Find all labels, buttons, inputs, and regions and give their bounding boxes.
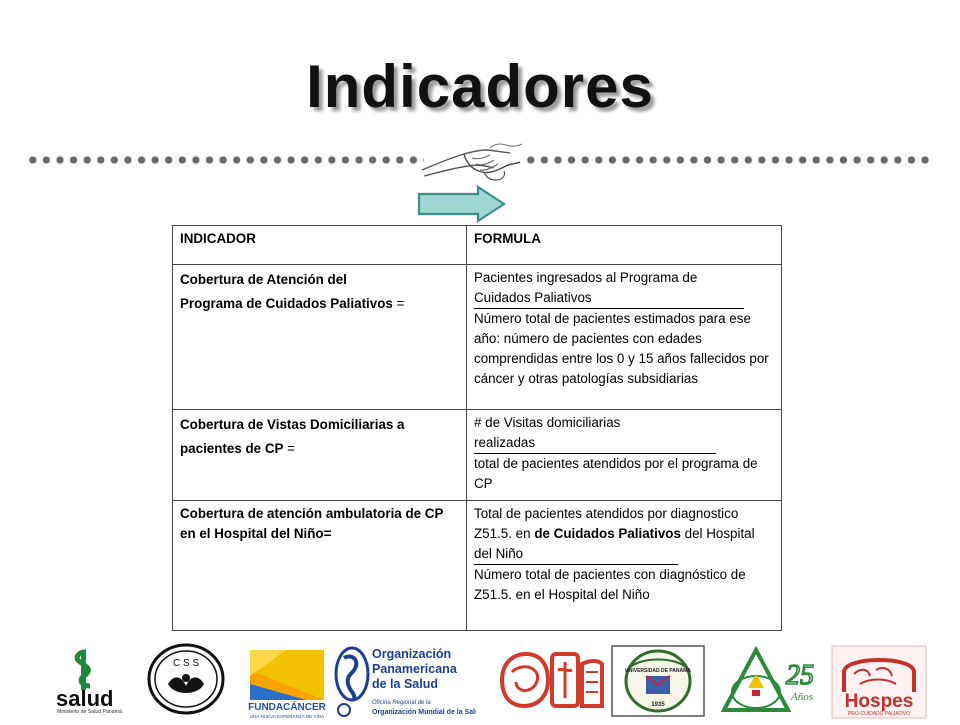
slide-title: Indicadores <box>306 53 654 120</box>
formula-cell <box>467 265 782 410</box>
svg-text:Ministerio de Salud Panamá: Ministerio de Salud Panamá <box>57 709 122 714</box>
css-logo <box>146 642 226 721</box>
css-emblem-icon <box>146 642 226 716</box>
fundacancer-sun-icon <box>246 648 328 720</box>
right-arrow-icon <box>416 185 508 223</box>
fundacancer-logo <box>246 648 328 725</box>
anniversary-25-logo <box>718 644 822 725</box>
svg-text:Oficina Regional de la: Oficina Regional de la <box>372 700 431 706</box>
formula-denominator: Número total de pacientes estimados para ese año: número de pacientes con edades comprendidas entre los 0 y 15 años fallecidos por cáncer y otras patologías subsidiarias <box>474 311 769 386</box>
salud-logo <box>52 648 144 719</box>
table-row <box>173 501 782 631</box>
salud-snake-icon <box>52 648 144 714</box>
header-indicador: INDICADOR <box>173 226 467 265</box>
equals-sign: = <box>392 296 405 311</box>
formula-cell <box>467 501 782 631</box>
table-header-row <box>173 226 782 265</box>
universidad-panama-logo <box>610 644 706 723</box>
svg-text:25: 25 <box>786 660 814 691</box>
svg-text:Organización: Organización <box>372 647 452 661</box>
holding-hands-icon <box>420 140 524 186</box>
indicator-line: pacientes de CP <box>180 441 284 456</box>
svg-text:Hospes: Hospes <box>844 691 914 712</box>
formula-numerator: Pacientes ingresados al Programa de Cuidados Paliativos <box>474 268 774 309</box>
svg-text:C S S: C S S <box>172 658 200 669</box>
svg-text:Organización Mundial de la Sal: Organización Mundial de la Salud <box>372 709 476 716</box>
svg-text:PRO-CUIDADO PALIATIVO: PRO-CUIDADO PALIATIVO <box>847 711 911 717</box>
formula-numerator: Total de pacientes atendidos por diagnostico Z51.5. en de Cuidados Paliativos del Hospital del Niño <box>474 506 755 561</box>
dotted-divider-right <box>524 156 934 164</box>
svg-text:Años: Años <box>791 691 813 703</box>
indicator-cell <box>173 410 467 501</box>
header-formula: FORMULA <box>467 226 782 265</box>
formula-denominator: total de pacientes atendidos por el programa de CP <box>474 456 758 491</box>
svg-text:1935: 1935 <box>651 702 665 708</box>
hospital-del-nino-logo <box>496 648 606 717</box>
formula-cell <box>467 410 782 501</box>
hospes-arch-icon <box>830 644 928 720</box>
equals-sign: = <box>283 441 295 456</box>
formula-denominator: Número total de pacientes con diagnóstico de Z51.5. en el Hospital del Niño <box>474 567 746 602</box>
university-seal-icon <box>610 644 706 718</box>
svg-text:Panamericana: Panamericana <box>372 662 457 676</box>
indicator-line: Cobertura de Atención del <box>180 272 347 287</box>
formula-numerator: # de Visitas domiciliarias realizadas <box>474 413 774 454</box>
svg-text:UNA NUEVA ESPERANZA DE VIDA: UNA NUEVA ESPERANZA DE VIDA <box>249 714 325 719</box>
indicators-table <box>172 225 782 631</box>
table-row <box>173 265 782 410</box>
svg-text:UNIVERSIDAD DE PANAMA: UNIVERSIDAD DE PANAMA <box>625 668 691 674</box>
table-row <box>173 410 782 501</box>
indicator-cell <box>173 265 467 410</box>
svg-text:salud: salud <box>56 686 114 711</box>
hospes-logo <box>830 644 928 725</box>
indicator-line: Programa de Cuidados Paliativos <box>180 296 393 311</box>
ops-globe-icon <box>334 644 476 720</box>
svg-text:FUNDACÁNCER: FUNDACÁNCER <box>248 702 326 713</box>
dotted-divider-left <box>26 156 424 164</box>
ops-logo <box>334 644 476 725</box>
indicator-line: Cobertura de Vistas Domiciliarias a <box>180 417 405 432</box>
hospital-emblem-icon <box>496 648 606 712</box>
sponsor-logos-strip <box>0 634 960 720</box>
svg-text:de la Salud: de la Salud <box>372 677 438 691</box>
anniversary-triangle-icon <box>718 644 822 720</box>
indicator-cell: Cobertura de atención ambulatoria de CP en el Hospital del Niño= <box>173 501 467 631</box>
